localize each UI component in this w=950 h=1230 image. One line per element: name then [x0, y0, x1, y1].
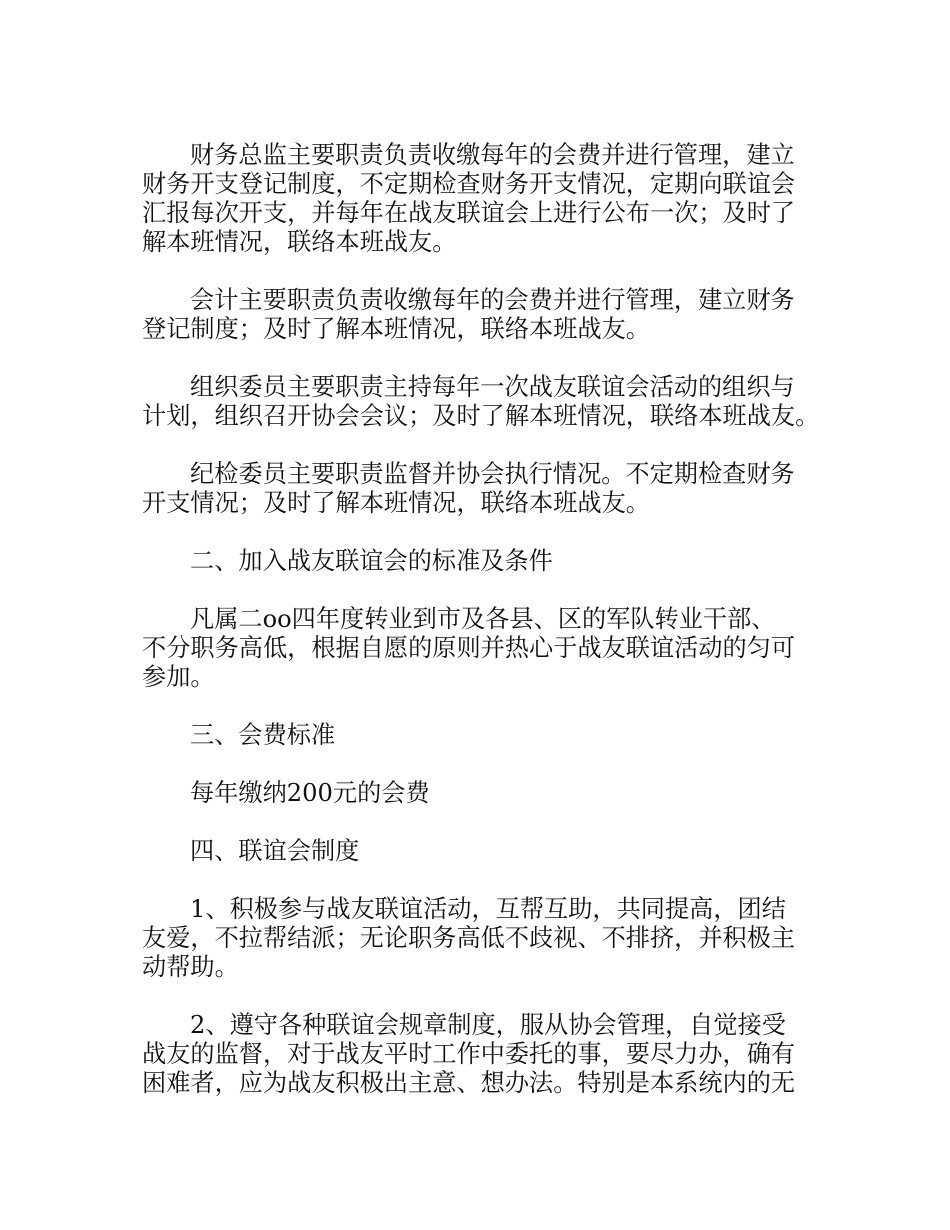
- paragraph-organization-committee-duties: [142, 373, 832, 431]
- heading-text: 二、加入战友联谊会的标准及条件: [190, 547, 553, 575]
- paragraph-text: 财务总监主要职责负责收缴每年的会费并进行管理，建立 财务开支登记制度，不定期检查财务开支情况，定期向联谊会 汇报每次开支，并每年在战友联谊会上进行公布一次；及时了 解本班情况，联络本班战友。: [142, 141, 796, 256]
- paragraph-text: 每年缴纳200元的会费: [190, 779, 430, 807]
- paragraph-text: 2、遵守各种联谊会规章制度，服从协会管理，自觉接受 战友的监督，对于战友平时工作中委托的事，要尽力办，确有 困难者，应为战友积极出主意、想办法。特别是本系统内的无: [142, 1011, 796, 1097]
- paragraph-rule-1: [142, 895, 832, 982]
- paragraph-text: 1、积极参与战友联谊活动，互帮互助，共同提高，团结 友爱，不拉帮结派；无论职务高低不歧视、不排挤，并积极主 动帮助。: [142, 895, 796, 981]
- section-heading-membership-fee: [142, 721, 832, 750]
- paragraph-discipline-committee-duties: [142, 460, 832, 518]
- paragraph-text: 会计主要职责负责收缴每年的会费并进行管理，建立财务 登记制度；及时了解本班情况，联络本班战友。: [142, 286, 795, 343]
- paragraph-membership-fee: [142, 779, 832, 808]
- paragraph-membership-criteria: [142, 605, 832, 692]
- paragraph-text: 凡属二oo四年度转业到市及各县、区的军队转业干部、 不分职务高低，根据自愿的原则并热心于战友联谊活动的匀可 参加。: [142, 605, 796, 691]
- paragraph-rule-2: [142, 1011, 832, 1098]
- heading-text: 三、会费标准: [190, 721, 336, 749]
- paragraph-finance-director-duties: [142, 141, 832, 257]
- paragraph-accountant-duties: [142, 286, 832, 344]
- section-heading-association-rules: [142, 837, 832, 866]
- paragraph-text: 组织委员主要职责主持每年一次战友联谊会活动的组织与 计划，组织召开协会会议；及时了解本班情况，联络本班战友。: [142, 373, 820, 430]
- document-page: [142, 141, 832, 1127]
- heading-text: 四、联谊会制度: [190, 837, 360, 865]
- section-heading-membership-criteria: [142, 547, 832, 576]
- paragraph-text: 纪检委员主要职责监督并协会执行情况。不定期检查财务 开支情况；及时了解本班情况，联络本班战友。: [142, 460, 795, 517]
